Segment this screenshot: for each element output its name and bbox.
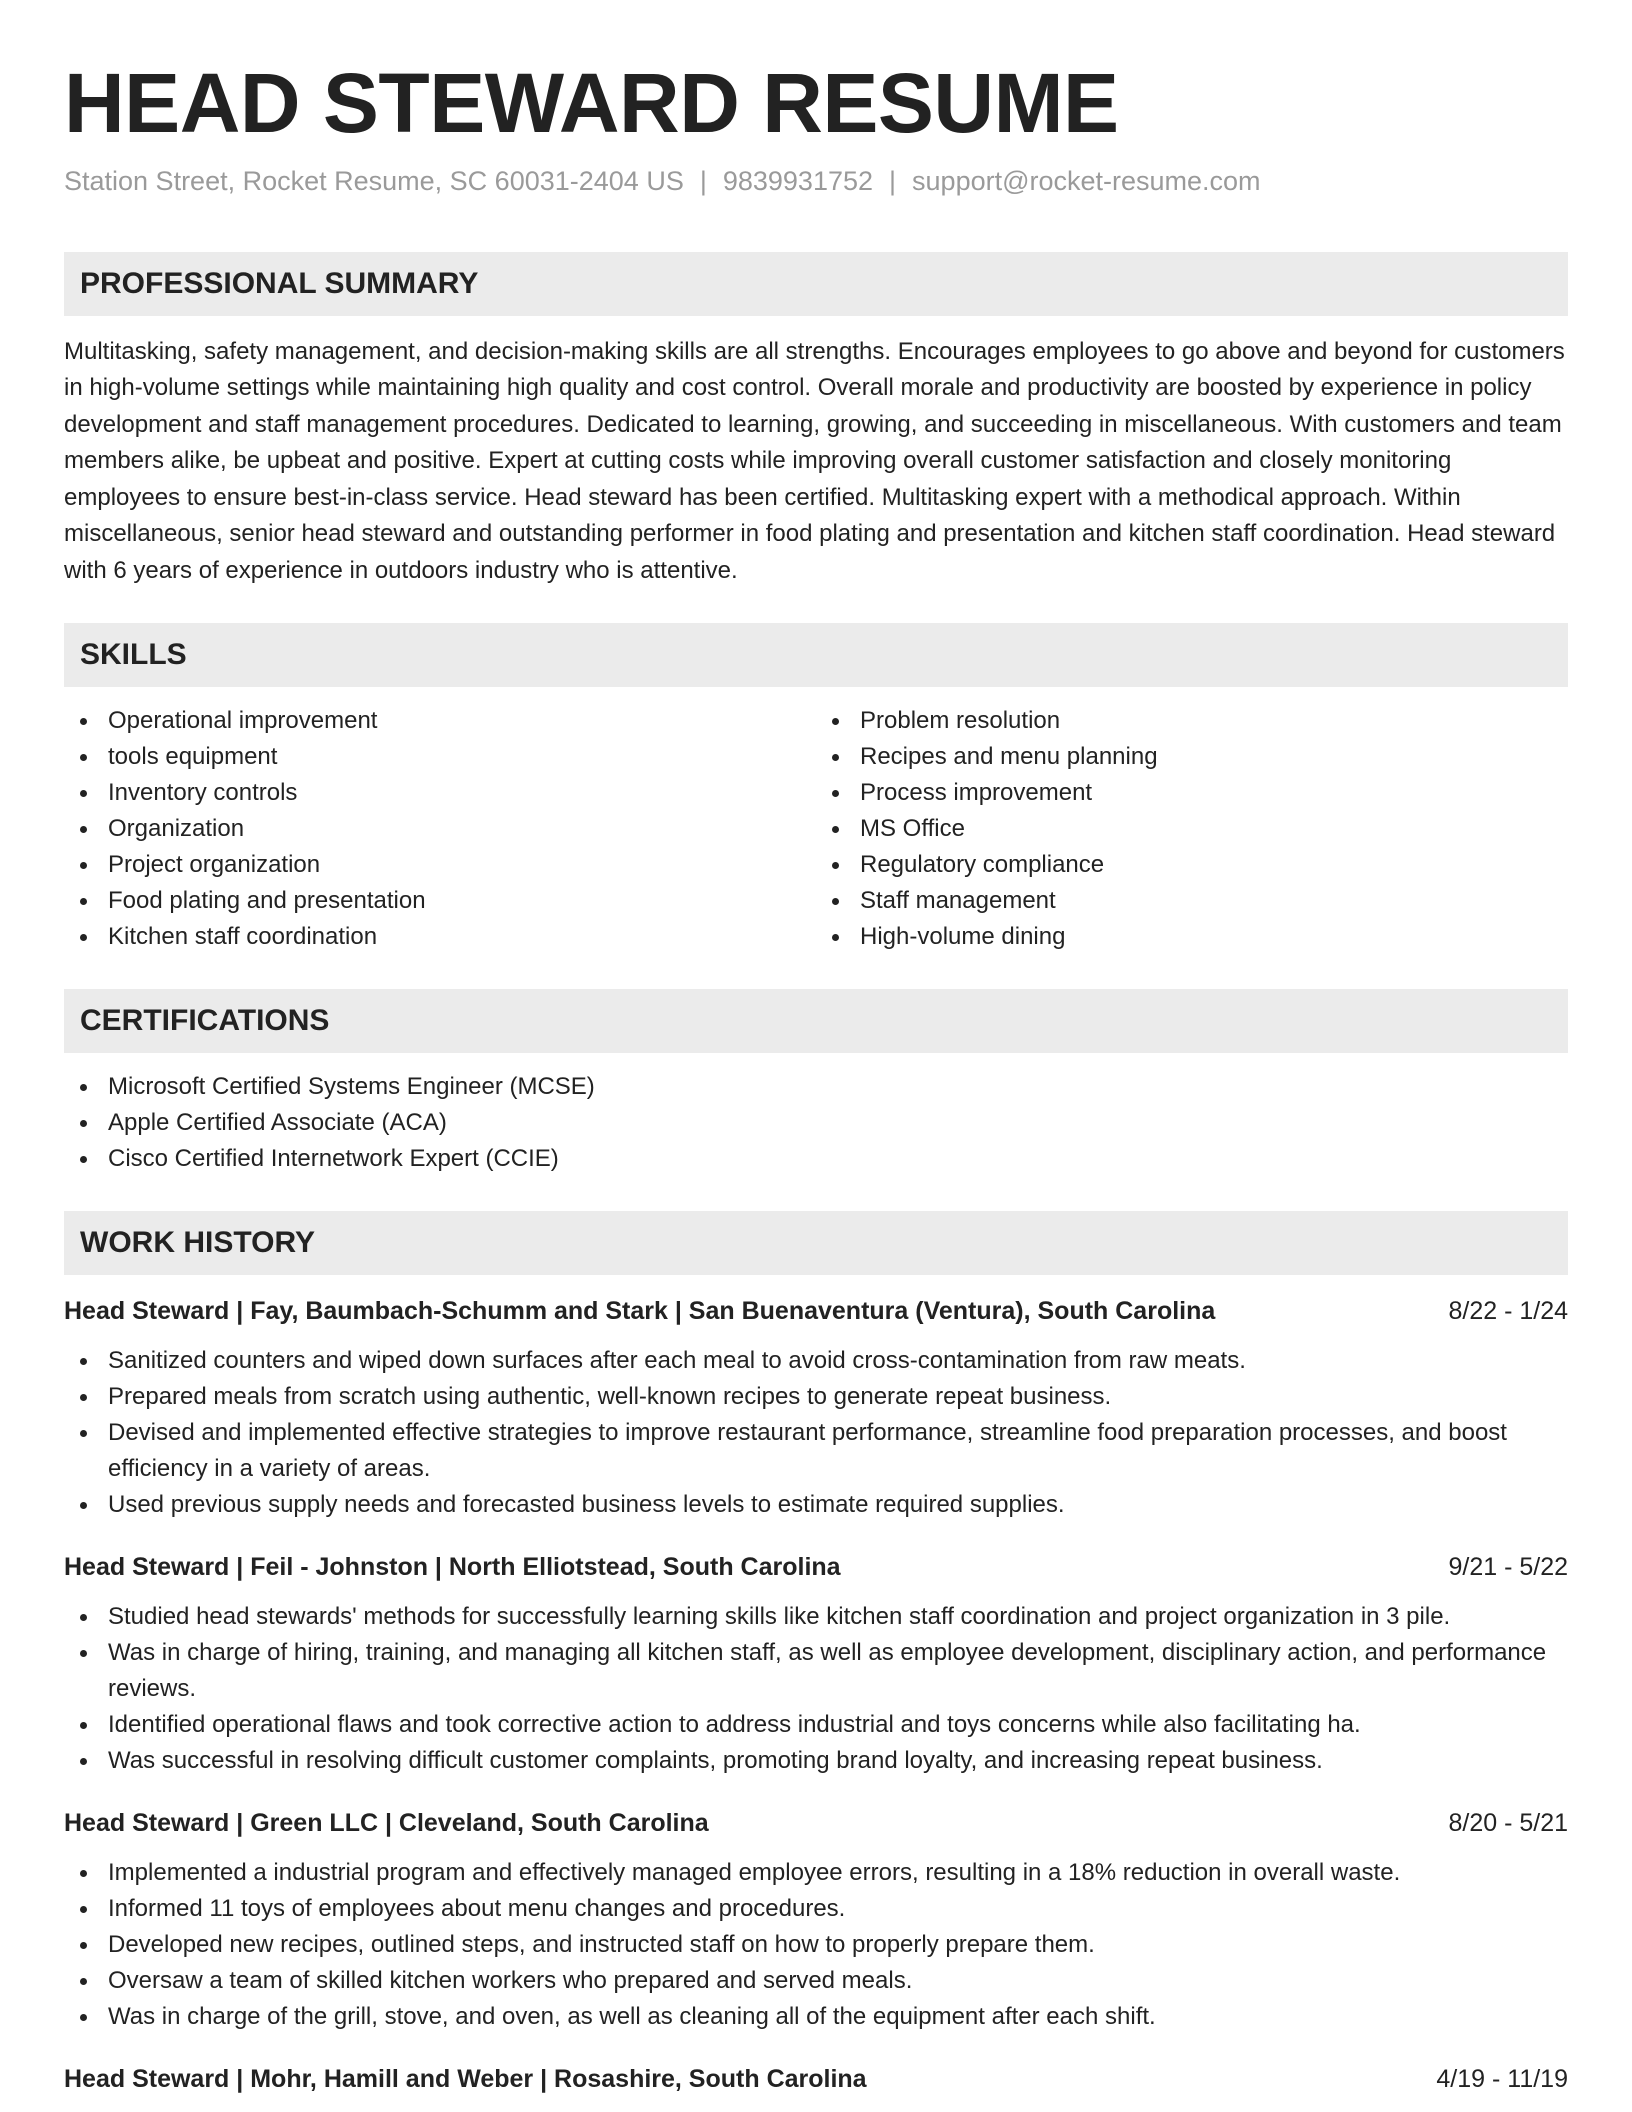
job-header: [64, 1293, 1568, 1329]
job-dates: 4/19 - 11/19: [1436, 2065, 1568, 2094]
job-dates: 8/20 - 5/21: [1448, 1809, 1568, 1838]
certification-item: Microsoft Certified Systems Engineer (MCSE): [64, 1069, 1568, 1105]
certifications-heading: CERTIFICATIONS: [64, 989, 1568, 1053]
job-entry: [64, 1805, 1568, 2035]
job-bullet: Oversaw a team of skilled kitchen workers who prepared and served meals.: [64, 1963, 1568, 1999]
skills-heading: SKILLS: [64, 623, 1568, 687]
skill-item: Project organization: [64, 847, 816, 883]
skill-item: Process improvement: [816, 775, 1568, 811]
resume-title: HEAD STEWARD RESUME: [64, 56, 1119, 150]
job-header: [64, 1549, 1568, 1585]
skill-item: Kitchen staff coordination: [64, 919, 816, 955]
certifications-list: [64, 1069, 1568, 1177]
job-bullet: Prepared meals from scratch using authentic, well-known recipes to generate repeat business.: [64, 1379, 1568, 1415]
work-history-heading: WORK HISTORY: [64, 1211, 1568, 1275]
skill-item: Regulatory compliance: [816, 847, 1568, 883]
job-bullet: Devised and implemented effective strategies to improve restaurant performance, streamline food preparation processes, and boost efficiency in a variety of areas.: [64, 1415, 1568, 1487]
skills-column-left: [64, 703, 816, 955]
job-bullet: Studied head stewards' methods for successfully learning skills like kitchen staff coordination and project organization in 3 pile.: [64, 1599, 1568, 1635]
job-bullet: Used previous supply needs and forecasted business levels to estimate required supplies.: [64, 1487, 1568, 1523]
job-bullets: [64, 1855, 1568, 2035]
certification-item: Apple Certified Associate (ACA): [64, 1105, 1568, 1141]
job-bullets: [64, 1343, 1568, 1523]
job-dates: 9/21 - 5/22: [1448, 1553, 1568, 1582]
job-entry: [64, 1293, 1568, 1523]
job-bullet: Sanitized counters and wiped down surfaces after each meal to avoid cross-contamination from raw meats.: [64, 1343, 1568, 1379]
contact-line: [64, 164, 1568, 199]
skill-item: Problem resolution: [816, 703, 1568, 739]
job-entry: [64, 1549, 1568, 1779]
job-entry: [64, 2061, 1568, 2097]
skill-item: Recipes and menu planning: [816, 739, 1568, 775]
summary-heading: PROFESSIONAL SUMMARY: [64, 252, 1568, 316]
job-title: Head Steward | Green LLC | Cleveland, South Carolina: [64, 1809, 709, 1838]
skill-item: Operational improvement: [64, 703, 816, 739]
skill-item: Staff management: [816, 883, 1568, 919]
summary-text: Multitasking, safety management, and decision-making skills are all strengths. Encourages employees to go above and beyond for customers in high-volume settings while maintaining high quality and cost control. Overall morale and productivity are boosted by experience in policy development and staff management procedures. Dedicated to learning, growing, and succeeding in miscellaneous. With customers and team members alike, be upbeat and positive. Expert at cutting costs while improving overall customer satisfaction and closely monitoring employees to ensure best-in-class service. Head steward has been certified. Multitasking expert with a methodical approach. Within miscellaneous, senior head steward and outstanding performer in food plating and presentation and kitchen staff coordination. Head steward with 6 years of experience in outdoors industry who is attentive.: [64, 337, 1565, 584]
separator: |: [889, 166, 897, 197]
job-bullet: Informed 11 toys of employees about menu changes and procedures.: [64, 1891, 1568, 1927]
skill-item: Inventory controls: [64, 775, 816, 811]
job-title: Head Steward | Feil - Johnston | North Elliotstead, South Carolina: [64, 1553, 841, 1582]
job-bullet: Was successful in resolving difficult customer complaints, promoting brand loyalty, and increasing repeat business.: [64, 1743, 1568, 1779]
phone: 9839931752: [722, 166, 874, 197]
skill-item: MS Office: [816, 811, 1568, 847]
skills-column-right: [816, 703, 1568, 955]
skill-item: Organization: [64, 811, 816, 847]
job-header: [64, 2061, 1568, 2097]
job-bullet: Identified operational flaws and took corrective action to address industrial and toys concerns while also facilitating ha.: [64, 1707, 1568, 1743]
job-bullet: Implemented a industrial program and effectively managed employee errors, resulting in a 18% reduction in overall waste.: [64, 1855, 1568, 1891]
separator: |: [699, 166, 707, 197]
skill-item: tools equipment: [64, 739, 816, 775]
skill-item: High-volume dining: [816, 919, 1568, 955]
email: support@rocket-resume.com: [912, 166, 1261, 197]
skills-list: [64, 703, 1568, 955]
job-title: Head Steward | Mohr, Hamill and Weber | Rosashire, South Carolina: [64, 2065, 867, 2094]
job-title: Head Steward | Fay, Baumbach-Schumm and Stark | San Buenaventura (Ventura), South Carolina: [64, 1297, 1216, 1326]
job-bullet: Developed new recipes, outlined steps, and instructed staff on how to properly prepare them.: [64, 1927, 1568, 1963]
job-bullets: [64, 1599, 1568, 1779]
job-dates: 8/22 - 1/24: [1448, 1297, 1568, 1326]
job-header: [64, 1805, 1568, 1841]
job-bullet: Was in charge of hiring, training, and managing all kitchen staff, as well as employee development, disciplinary action, and performance reviews.: [64, 1635, 1568, 1707]
address: Station Street, Rocket Resume, SC 60031-2404 US: [64, 166, 684, 197]
job-bullet: Was in charge of the grill, stove, and oven, as well as cleaning all of the equipment after each shift.: [64, 1999, 1568, 2035]
certification-item: Cisco Certified Internetwork Expert (CCIE): [64, 1141, 1568, 1177]
skill-item: Food plating and presentation: [64, 883, 816, 919]
